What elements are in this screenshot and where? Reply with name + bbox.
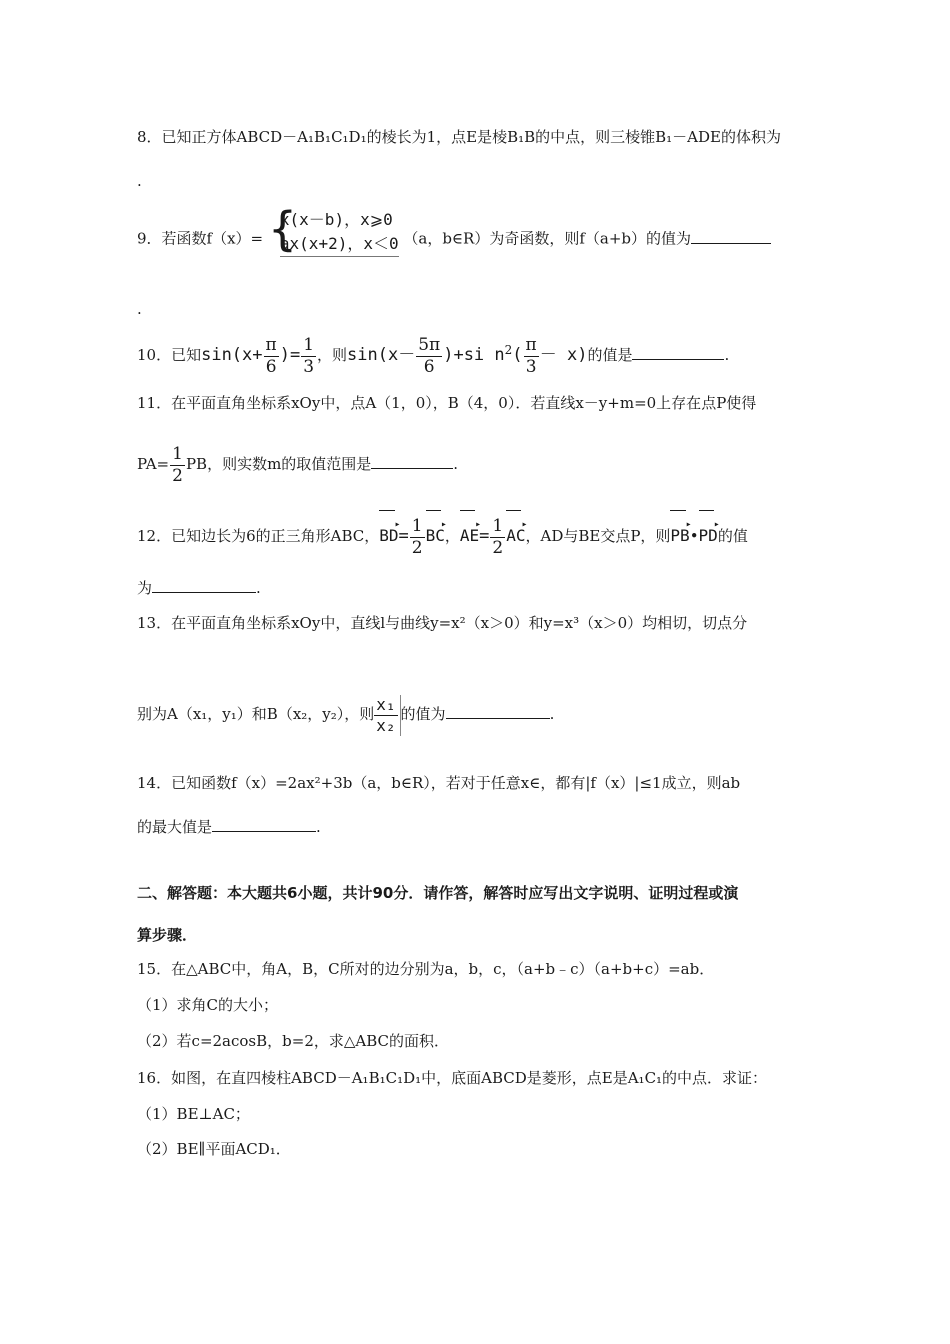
q8-text: 8．已知正方体ABCD－A₁B₁C₁D₁的棱长为1，点E是棱B₁B的中点，则三棱锥B₁－ADE的体积为: [137, 128, 781, 146]
frac-den: 2: [172, 465, 183, 486]
q10-post: 的值是: [587, 346, 633, 364]
q10-open: (: [512, 345, 523, 365]
q12-pre: 12．已知边长为6的正三角形ABC，: [137, 527, 380, 545]
q10-frac-13: [301, 334, 316, 377]
frac-den: 6: [265, 356, 277, 377]
q12-frac-2: [490, 515, 505, 558]
q12-end: .: [256, 579, 261, 597]
q13-line2: [137, 686, 554, 742]
vector-pd: PD ▸: [699, 508, 718, 560]
q11-line2: [137, 440, 458, 488]
q14-end: .: [316, 818, 321, 836]
q11-answer-blank[interactable]: [371, 452, 453, 469]
q10-line: [137, 330, 729, 376]
q10-frac-pi6: [264, 334, 279, 377]
q12-line1: [137, 508, 748, 560]
frac-den: 3: [525, 356, 537, 377]
q16-part1: （1）BE⊥AC；: [137, 1105, 250, 1123]
q10-close: － x): [539, 345, 588, 365]
q10-plus: )+si n: [443, 345, 505, 365]
frac-den: 6: [423, 356, 435, 377]
vector-ae: AE ▸: [460, 508, 479, 560]
q14-line2: [137, 815, 321, 838]
q10-sin1: sin(x+: [201, 345, 263, 365]
q12-answer-blank[interactable]: [152, 576, 256, 593]
frac-num: 1: [172, 443, 183, 464]
frac-num: x₁: [376, 694, 396, 714]
q12-dot: •: [689, 527, 699, 545]
q11-frac-half: [170, 443, 185, 486]
q12-line2-text: 为: [137, 579, 153, 597]
piecewise-row-2: ax(x+2)，x＜0: [280, 232, 399, 257]
q10-eq: )=: [279, 345, 301, 365]
q10-end: .: [724, 346, 730, 364]
vector-bc: BC ▸: [426, 508, 445, 560]
q13-ratio-fraction: [374, 695, 400, 736]
q16-line1: 16．如图，在直四棱柱ABCD－A₁B₁C₁D₁中，底面ABCD是菱形，点E是A₁C₁的中点．求证：: [137, 1069, 768, 1087]
q10-pre: 10．已知: [137, 346, 202, 364]
q14-answer-blank[interactable]: [212, 815, 316, 832]
q12-eq1: =: [398, 526, 409, 546]
frac-num: 1: [411, 515, 423, 536]
frac-den: 2: [411, 537, 423, 558]
frac-num: π: [525, 334, 537, 355]
q12-mid: ，AD与BE交点P，则: [525, 527, 671, 545]
q9-line: [137, 202, 771, 257]
q14-line2-text: 的最大值是: [137, 818, 213, 836]
q15-part2: （2）若c=2acosB，b=2，求△ABC的面积．: [137, 1032, 450, 1050]
q9-pre: 9．若函数f（x）=: [137, 229, 264, 248]
frac-num: π: [265, 334, 277, 355]
q11-post: PB，则实数m的取值范围是: [185, 455, 372, 473]
frac-den: x₂: [376, 715, 396, 735]
q11-end: .: [453, 455, 459, 473]
q10-frac-pi3: [524, 334, 539, 377]
frac-num: 5π: [418, 334, 441, 355]
q12-post: 的值: [717, 527, 748, 545]
frac-den: 3: [303, 356, 315, 377]
q15-part1: （1）求角C的大小；: [137, 996, 279, 1014]
q12-eq2: =: [479, 526, 490, 546]
q8-end: .: [137, 172, 142, 190]
q15-line1: 15．在△ABC中，角A，B，C所对的边分别为a，b，c，（a+b﹣c）（a+b+c）=ab．: [137, 960, 715, 978]
q13-line1: 13．在平面直角坐标系xOy中，直线l与曲线y=x²（x＞0）和y=x³（x＞0）均相切，切点分: [137, 614, 748, 632]
q10-then: ，则: [317, 346, 348, 364]
frac-num: 1: [303, 334, 315, 355]
piecewise-row-1: x(x－b)，x⩾0: [279, 210, 393, 229]
vector-pb: PB ▸: [670, 508, 689, 560]
q10-square: 2: [504, 343, 513, 357]
section2-heading-line1: 二、解答题：本大题共6小题，共计90分．请作答，解答时应写出文字说明、证明过程或演: [137, 884, 739, 902]
q9-end: .: [137, 300, 142, 318]
piecewise-function: [267, 202, 399, 257]
q13-end: .: [549, 705, 555, 723]
vector-bd: BD ▸: [379, 508, 398, 560]
q10-answer-blank[interactable]: [632, 343, 724, 360]
section2-heading-line2: 算步骤．: [137, 926, 198, 944]
q8-line: [137, 126, 781, 148]
q13-post: 的值为: [400, 705, 446, 723]
frac-num: 1: [492, 515, 504, 536]
frac-den: 2: [492, 537, 504, 558]
q12-comma: ，: [444, 527, 460, 545]
q14-line1: 14．已知函数f（x）=2ax²+3b（a，b∈R），若对于任意x∈，都有|f（x）|≤1成立，则ab: [137, 774, 741, 792]
q10-frac-5pi6: [416, 334, 442, 377]
q16-part2: （2）BE∥平面ACD₁．: [137, 1140, 291, 1158]
q13-line2-pre: 别为A（x₁，y₁）和B（x₂，y₂），则: [137, 705, 375, 723]
q11-pa: PA=: [137, 455, 170, 473]
vector-ac: AC ▸: [506, 508, 525, 560]
q10-sin2: sin(x－: [347, 345, 416, 365]
q9-answer-blank[interactable]: [691, 227, 771, 244]
q13-answer-blank[interactable]: [446, 702, 550, 719]
q12-frac-1: [410, 515, 425, 558]
left-brace-icon: {: [267, 202, 298, 256]
q11-line1: 11．在平面直角坐标系xOy中，点A（1，0），B（4，0）．若直线x－y+m=0上存在点P使得: [137, 394, 757, 412]
q9-post: （a，b∈R）为奇函数，则f（a+b）的值为: [403, 229, 691, 248]
q12-line2: [137, 576, 261, 599]
